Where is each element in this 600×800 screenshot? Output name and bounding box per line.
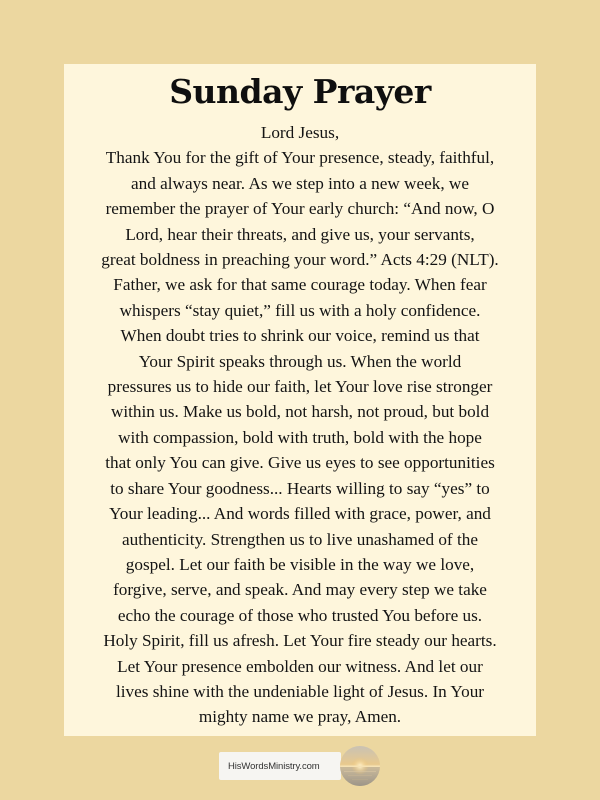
page-title: Sunday Prayer: [169, 72, 431, 111]
prayer-line: mighty name we pray, Amen.: [198, 707, 402, 727]
prayer-line: whispers “stay quiet,” fill us with a holy confidence.: [119, 300, 481, 320]
prayer-line: Let Your presence embolden our witness. And let our: [117, 656, 483, 676]
prayer-line: great boldness in preaching your word.” Acts 4:29 (NLT).: [101, 250, 499, 270]
footer-url[interactable]: HisWordsMinistry.com: [228, 760, 320, 772]
prayer-line: with compassion, bold with truth, bold with the hope: [118, 427, 482, 447]
prayer-line: and always near. As we step into a new week, we: [131, 173, 469, 193]
prayer-line: that only You can give. Give us eyes to see opportunities: [105, 453, 495, 473]
prayer-line: remember the prayer of Your early church: “And now, O: [105, 199, 495, 219]
sunset-logo-icon: [340, 746, 380, 786]
prayer-line: within us. Make us bold, not harsh, not proud, but bold: [110, 402, 490, 422]
prayer-line: Your Spirit speaks through us. When the world: [138, 351, 462, 371]
prayer-line: Lord Jesus,: [260, 123, 340, 142]
prayer-line: Father, we ask for that same courage today. When fear: [113, 275, 487, 295]
prayer-line: echo the courage of those who trusted You before us.: [117, 605, 483, 625]
prayer-line: Thank You for the gift of Your presence, steady, faithful,: [105, 148, 495, 168]
prayer-line: Lord, hear their threats, and give us, your servants,: [125, 224, 475, 244]
prayer-line: lives shine with the undeniable light of Jesus. In Your: [115, 681, 485, 701]
prayer-line: Your leading... And words filled with grace, power, and: [109, 504, 491, 524]
prayer-line: forgive, serve, and speak. And may every step we take: [113, 580, 487, 600]
prayer-line: Holy Spirit, fill us afresh. Let Your fire steady our hearts.: [103, 631, 497, 651]
prayer-body: [82, 120, 518, 730]
prayer-line: gospel. Let our faith be visible in the way we love,: [125, 554, 475, 574]
sunset-logo-graphic: [340, 746, 380, 786]
prayer-line: authenticity. Strengthen us to live unashamed of the: [122, 529, 478, 549]
prayer-line: to share Your goodness... Hearts willing to say “yes” to: [110, 478, 490, 498]
prayer-line: When doubt tries to shrink our voice, remind us that: [120, 326, 480, 346]
footer-url-badge[interactable]: [219, 752, 341, 780]
prayer-line: pressures us to hide our faith, let Your love rise stronger: [107, 377, 493, 397]
